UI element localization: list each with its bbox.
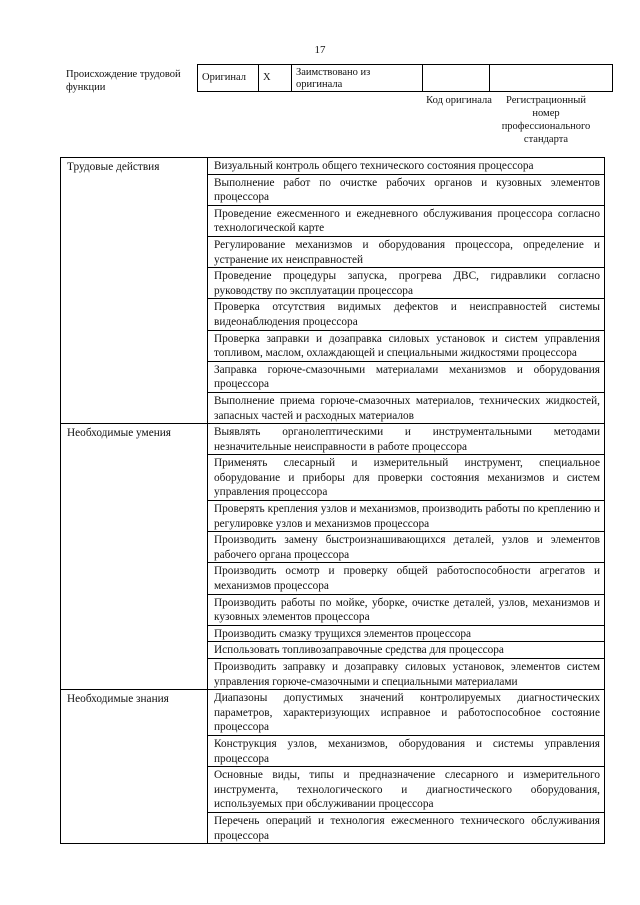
table-cell-item: Применять слесарный и измерительный инструмент, специальное оборудование и приборы для проверки состояния механизмов и систем управления процессора	[208, 455, 605, 501]
table-cell-item: Использовать топливозаправочные средства для процессора	[208, 642, 605, 659]
table-cell-item: Визуальный контроль общего технического состояния процессора	[208, 158, 605, 175]
required-skills-label: Необходимые умения	[61, 424, 208, 690]
table-cell-item: Выполнение работ по очистке рабочих органов и кузовных элементов процессора	[208, 174, 605, 205]
table-cell-item: Выявлять органолептическими и инструментальными методами незначительные неисправности в работе процессора	[208, 424, 605, 455]
origin-table	[197, 64, 613, 92]
reg-number-cell	[490, 65, 613, 92]
code-caption: Код оригинала	[426, 95, 492, 106]
table-cell-item: Проведение ежесменного и ежедневного обслуживания процессора согласно технологической карте	[208, 205, 605, 236]
table-cell-item: Диапазоны допустимых значений контролируемых диагностических параметров, характеризующих исправное и работоспособное состояние процессора	[208, 690, 605, 736]
table-cell-item: Производить работы по мойке, уборке, очистке деталей, узлов, механизмов и кузовных элементов процессора	[208, 594, 605, 625]
table-cell-item: Проверка отсутствия видимых дефектов и неисправностей системы видеонаблюдения процессора	[208, 299, 605, 330]
original-mark: X	[259, 65, 292, 92]
table-row	[61, 424, 605, 455]
table-cell-item: Производить осмотр и проверку общей работоспособности агрегатов и механизмов процессора	[208, 563, 605, 594]
table-cell-item: Заправка горюче-смазочными материалами механизмов и оборудования процессора	[208, 361, 605, 392]
table-cell-item: Основные виды, типы и предназначение слесарного и измерительного инструмента, технологического и диагностического оборудования, используемых при обслуживании процессора	[208, 767, 605, 813]
original-cell: Оригинал	[198, 65, 259, 92]
table-cell-item: Регулирование механизмов и оборудования процессора, определение и устранение их неисправностей	[208, 236, 605, 267]
table-cell-item: Проведение процедуры запуска, прогрева ДВС, гидравлики согласно руководству по эксплуатации процессора	[208, 268, 605, 299]
borrowed-cell: Заимствовано из оригинала	[292, 65, 423, 92]
table-cell-item: Конструкция узлов, механизмов, оборудования и системы управления процессора	[208, 735, 605, 766]
table-cell-item: Проверка заправки и дозаправка силовых установок и систем управления топливом, маслом, охлаждающей и специальными жидкостями процессора	[208, 330, 605, 361]
table-cell-item: Перечень операций и технология ежесменного технического обслуживания процессора	[208, 812, 605, 843]
original-code-cell	[423, 65, 490, 92]
table-row	[61, 690, 605, 736]
origin-label: Происхождение трудовой функции	[66, 69, 181, 93]
table-cell-item: Производить заправку и дозаправку силовых установок, элементов систем управления горюче-смазочными и специальными материалами	[208, 659, 605, 690]
labor-actions-label: Трудовые действия	[61, 158, 208, 424]
table-cell-item: Производить замену быстроизнашивающихся деталей, узлов и элементов рабочего органа процессора	[208, 532, 605, 563]
table-cell-item: Производить смазку трущихся элементов процессора	[208, 625, 605, 642]
labor-function-table	[60, 157, 605, 844]
labor-function-body	[61, 158, 605, 844]
reg-number-caption: Регистрационный номер профессионального стандарта	[501, 95, 591, 145]
required-knowledge-label: Необходимые знания	[61, 690, 208, 844]
table-row	[61, 158, 605, 175]
page-number: 17	[314, 44, 326, 56]
table-cell-item: Выполнение приема горюче-смазочных материалов, технических жидкостей, запасных частей и расходных материалов	[208, 392, 605, 423]
table-cell-item: Проверять крепления узлов и механизмов, производить работы по креплению и регулировке узлов и механизмов процессора	[208, 501, 605, 532]
